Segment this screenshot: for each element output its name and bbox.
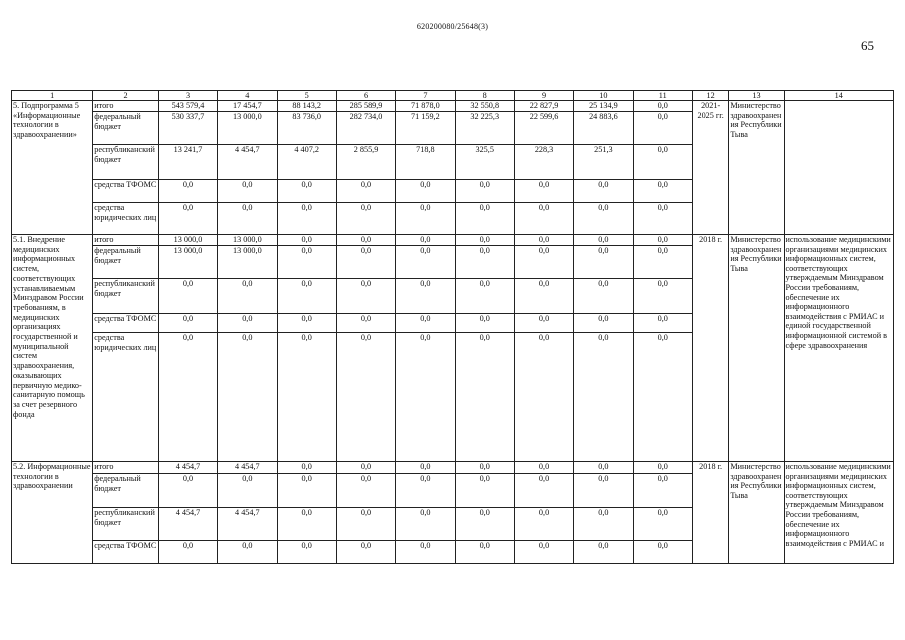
funding-value: 0,0 [455,246,514,279]
funding-value: 0,0 [396,235,455,246]
funding-value: 251,3 [574,145,633,180]
implementation-period: 2021-2025 гг. [692,101,728,235]
funding-value: 0,0 [158,314,217,333]
funding-value: 0,0 [574,246,633,279]
funding-value: 285 589,9 [336,101,395,112]
funding-value: 0,0 [218,203,277,235]
funding-value: 0,0 [336,203,395,235]
funding-value: 0,0 [455,180,514,203]
funding-source: федеральный бюджет [93,246,159,279]
funding-value: 0,0 [396,246,455,279]
column-number: 5 [277,91,336,101]
funding-value: 0,0 [396,203,455,235]
funding-source: республиканский бюджет [93,279,159,314]
responsible-executor: Министерство здравоохранения Республики Тыва [729,101,784,235]
funding-source: федеральный бюджет [93,112,159,145]
funding-value: 0,0 [277,541,336,564]
funding-source: средства юридических лиц [93,203,159,235]
funding-value: 2 855,9 [336,145,395,180]
expected-result: использование медицинскими организациями медицинских информационных систем, соответствующих утверждаемым Минздравом России требованиям, обеспечение их информационного взаимодействия с РМИАС и единой государственной информационной системой в сфере здравоохранения [784,235,893,462]
funding-value: 22 827,9 [514,101,573,112]
funding-value: 530 337,7 [158,112,217,145]
funding-value: 0,0 [455,541,514,564]
funding-value: 0,0 [396,508,455,541]
funding-value: 543 579,4 [158,101,217,112]
funding-value: 4 407,2 [277,145,336,180]
funding-value: 0,0 [514,462,573,474]
funding-value: 4 454,7 [218,145,277,180]
funding-value: 0,0 [633,541,692,564]
funding-value: 0,0 [455,314,514,333]
funding-value: 0,0 [514,246,573,279]
funding-value: 0,0 [396,279,455,314]
funding-value: 0,0 [514,541,573,564]
funding-value: 0,0 [574,508,633,541]
funding-value: 0,0 [455,235,514,246]
funding-value: 718,8 [396,145,455,180]
funding-value: 0,0 [455,279,514,314]
funding-source: средства ТФОМС [93,541,159,564]
funding-value: 0,0 [158,279,217,314]
funding-source: средства ТФОМС [93,180,159,203]
table-row [12,101,894,112]
funding-value: 0,0 [396,462,455,474]
funding-source: итого [93,235,159,246]
funding-value: 0,0 [574,314,633,333]
funding-value: 0,0 [633,474,692,508]
funding-value: 13 000,0 [158,235,217,246]
funding-value: 24 883,6 [574,112,633,145]
funding-value: 0,0 [514,314,573,333]
column-number: 9 [514,91,573,101]
funding-value: 0,0 [277,508,336,541]
funding-value: 0,0 [336,474,395,508]
column-number: 13 [729,91,784,101]
funding-value: 0,0 [218,180,277,203]
funding-value: 0,0 [336,462,395,474]
funding-value: 0,0 [574,474,633,508]
funding-value: 0,0 [574,180,633,203]
expected-result: использование медицинскими организациями медицинских информационных систем, соответствующих утверждаемым Минздравом России требованиям, обеспечение их информационного взаимодействия с РМИАС и [784,462,893,564]
funding-value: 0,0 [277,203,336,235]
implementation-period: 2018 г. [692,235,728,462]
funding-value: 13 000,0 [218,112,277,145]
funding-value: 0,0 [218,541,277,564]
funding-value: 0,0 [514,279,573,314]
funding-value: 0,0 [633,101,692,112]
funding-value: 17 454,7 [218,101,277,112]
funding-source: федеральный бюджет [93,474,159,508]
funding-value: 0,0 [218,314,277,333]
expected-result [784,101,893,235]
funding-value: 0,0 [574,279,633,314]
column-number: 1 [12,91,93,101]
funding-value: 13 000,0 [218,235,277,246]
funding-value: 0,0 [633,462,692,474]
column-number: 11 [633,91,692,101]
program-name: 5. Подпрограмма 5 «Информационные технологии в здравоохранении» [12,101,93,235]
responsible-executor: Министерство здравоохранения Республики Тыва [729,462,784,564]
program-name: 5.2. Информационные технологии в здравоохранении [12,462,93,564]
funding-source: республиканский бюджет [93,145,159,180]
document-id: 620200080/25648(3) [416,22,489,31]
table-row [12,462,894,474]
funding-value: 0,0 [396,180,455,203]
funding-value: 0,0 [514,474,573,508]
column-number: 2 [93,91,159,101]
program-name: 5.1. Внедрение медицинских информационных систем, соответствующих устанавливаемым Минздравом России требованиям, в медицинских организациях государственной и муниципальной систем здравоохранения, оказывающих первичную медико-санитарную помощь за счет резервного фонда [12,235,93,462]
funding-value: 0,0 [455,203,514,235]
column-number: 8 [455,91,514,101]
funding-value: 0,0 [574,235,633,246]
funding-value: 0,0 [514,333,573,462]
funding-source: республиканский бюджет [93,508,159,541]
funding-value: 0,0 [336,235,395,246]
funding-value: 0,0 [455,462,514,474]
funding-value: 0,0 [633,235,692,246]
funding-value: 0,0 [336,314,395,333]
funding-value: 83 736,0 [277,112,336,145]
funding-value: 0,0 [633,279,692,314]
funding-value: 22 599,6 [514,112,573,145]
funding-value: 282 734,0 [336,112,395,145]
funding-value: 0,0 [277,279,336,314]
column-number: 3 [158,91,217,101]
funding-value: 0,0 [336,333,395,462]
funding-value: 0,0 [218,333,277,462]
funding-value: 0,0 [514,203,573,235]
funding-value: 0,0 [633,246,692,279]
funding-source: средства ТФОМС [93,314,159,333]
funding-value: 0,0 [158,333,217,462]
funding-value: 0,0 [277,180,336,203]
funding-value: 0,0 [277,333,336,462]
table-row [12,235,894,246]
page-number: 65 [861,38,874,53]
funding-value: 0,0 [633,112,692,145]
funding-value: 0,0 [455,474,514,508]
funding-value: 0,0 [336,279,395,314]
funding-value: 0,0 [633,180,692,203]
funding-value: 0,0 [218,279,277,314]
funding-value: 0,0 [336,180,395,203]
column-number: 10 [574,91,633,101]
funding-value: 0,0 [574,203,633,235]
funding-value: 228,3 [514,145,573,180]
funding-value: 0,0 [218,474,277,508]
funding-source: средства юридических лиц [93,333,159,462]
funding-value: 4 454,7 [158,462,217,474]
funding-value: 0,0 [633,203,692,235]
funding-value: 4 454,7 [218,462,277,474]
funding-value: 0,0 [158,180,217,203]
funding-value: 0,0 [574,462,633,474]
column-number: 12 [692,91,728,101]
column-number-row [12,91,894,101]
funding-value: 0,0 [277,235,336,246]
funding-value: 0,0 [396,541,455,564]
funding-value: 0,0 [574,541,633,564]
funding-value: 71 878,0 [396,101,455,112]
column-number: 6 [336,91,395,101]
funding-value: 0,0 [158,203,217,235]
funding-value: 0,0 [277,462,336,474]
funding-value: 32 550,8 [455,101,514,112]
funding-value: 4 454,7 [158,508,217,541]
funding-value: 13 241,7 [158,145,217,180]
funding-value: 0,0 [514,235,573,246]
program-table [11,90,894,564]
funding-value: 0,0 [158,541,217,564]
funding-value: 0,0 [277,474,336,508]
funding-value: 0,0 [277,246,336,279]
funding-value: 13 000,0 [158,246,217,279]
column-number: 4 [218,91,277,101]
responsible-executor: Министерство здравоохранения Республики Тыва [729,235,784,462]
funding-value: 13 000,0 [218,246,277,279]
funding-value: 0,0 [633,145,692,180]
funding-value: 0,0 [336,246,395,279]
funding-value: 0,0 [633,314,692,333]
funding-value: 88 143,2 [277,101,336,112]
column-number: 7 [396,91,455,101]
implementation-period: 2018 г. [692,462,728,564]
funding-source: итого [93,101,159,112]
funding-value: 0,0 [574,333,633,462]
funding-value: 0,0 [396,333,455,462]
funding-value: 0,0 [455,508,514,541]
funding-value: 71 159,2 [396,112,455,145]
funding-value: 0,0 [455,333,514,462]
funding-value: 0,0 [396,314,455,333]
funding-value: 0,0 [633,508,692,541]
funding-value: 25 134,9 [574,101,633,112]
funding-value: 0,0 [336,508,395,541]
funding-value: 0,0 [514,508,573,541]
funding-value: 0,0 [396,474,455,508]
funding-value: 325,5 [455,145,514,180]
funding-value: 32 225,3 [455,112,514,145]
funding-value: 4 454,7 [218,508,277,541]
funding-value: 0,0 [277,314,336,333]
funding-value: 0,0 [514,180,573,203]
funding-value: 0,0 [158,474,217,508]
funding-value: 0,0 [633,333,692,462]
funding-value: 0,0 [336,541,395,564]
funding-source: итого [93,462,159,474]
column-number: 14 [784,91,893,101]
